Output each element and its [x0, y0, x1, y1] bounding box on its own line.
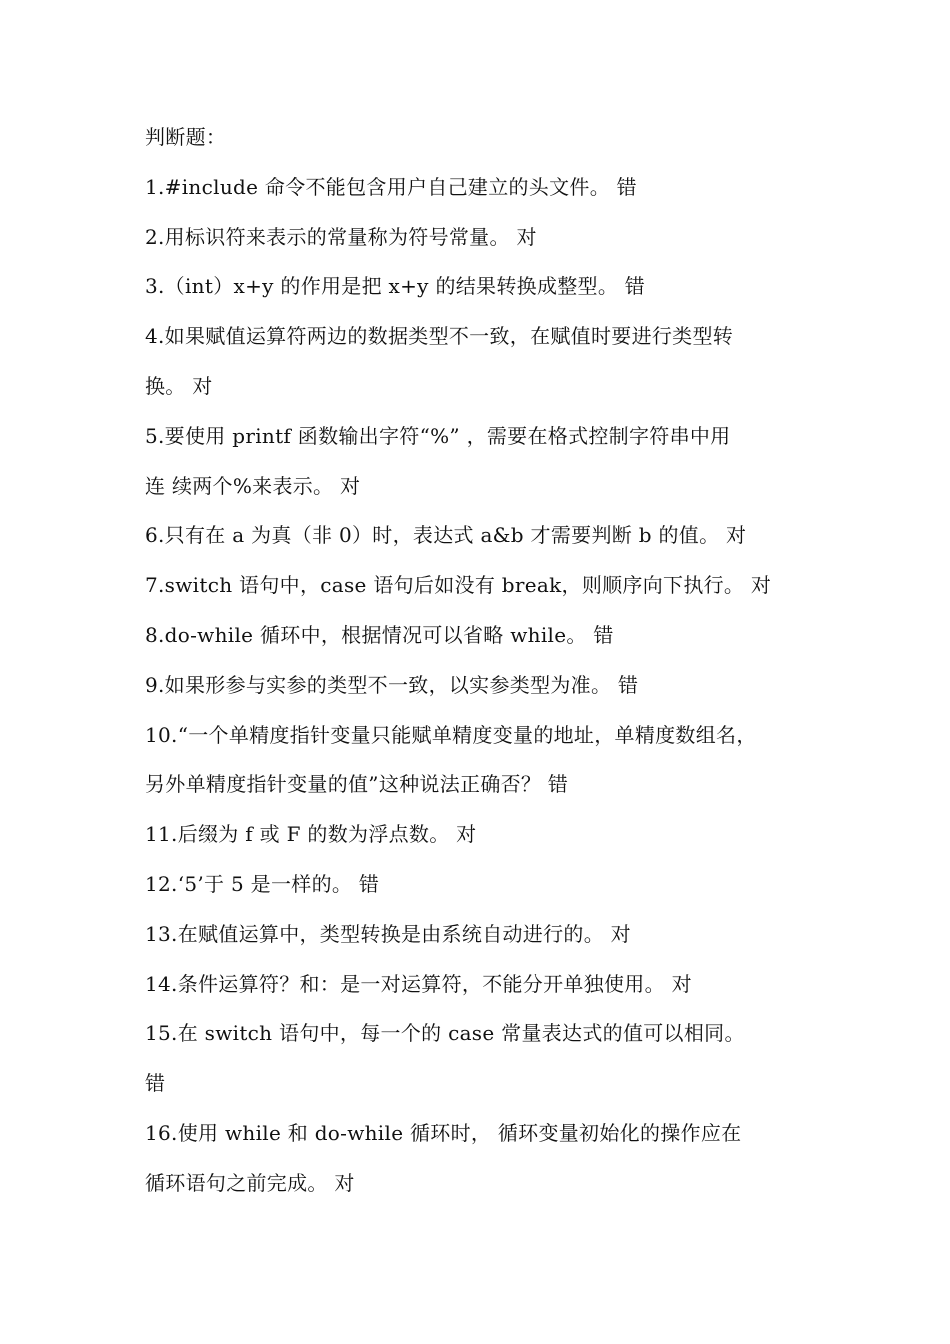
question-2: 2.用标识符来表示的常量称为符号常量。 对	[145, 224, 537, 249]
question-16-line-2: 循环语句之前完成。 对	[145, 1170, 355, 1195]
question-10-line-1: 10.“一个单精度指针变量只能赋单精度变量的地址，单精度数组名，	[145, 722, 757, 747]
question-7: 7.switch 语句中，case 语句后如没有 break，则顺序向下执行。 对	[145, 573, 772, 598]
question-5-line-1: 5.要使用 printf 函数输出字符“%” ，需要在格式控制字符串中用	[145, 423, 731, 448]
question-10-line-2: 另外单精度指针变量的值”这种说法正确否？ 错	[145, 772, 569, 797]
question-3: 3.（int）x+y 的作用是把 x+y 的结果转换成整型。 错	[145, 274, 646, 299]
section-heading: 判断题：	[145, 125, 227, 149]
question-1: 1.#include 命令不能包含用户自己建立的头文件。 错	[145, 174, 637, 199]
question-4-line-1: 4.如果赋值运算符两边的数据类型不一致，在赋值时要进行类型转	[145, 324, 734, 349]
question-15-line-1: 15.在 switch 语句中，每一个的 case 常量表达式的值可以相同。	[145, 1021, 745, 1046]
question-11: 11.后缀为 f 或 F 的数为浮点数。 对	[145, 822, 477, 847]
question-15-line-2: 错	[145, 1071, 166, 1096]
question-14: 14.条件运算符？和：是一对运算符，不能分开单独使用。 对	[145, 971, 692, 996]
question-8: 8.do-while 循环中，根据情况可以省略 while。 错	[145, 622, 614, 647]
question-6: 6.只有在 a 为真（非 0）时，表达式 a&b 才需要判断 b 的值。 对	[145, 523, 747, 548]
question-12: 12.‘5’于 5 是一样的。 错	[145, 871, 380, 896]
question-9: 9.如果形参与实参的类型不一致，以实参类型为准。 错	[145, 672, 639, 697]
document-body	[145, 113, 815, 1209]
question-16-line-1: 16.使用 while 和 do-while 循环时， 循环变量初始化的操作应在	[145, 1120, 742, 1145]
question-4-line-2: 换。 对	[145, 373, 213, 398]
question-5-line-2: 连 续两个%来表示。 对	[145, 473, 361, 498]
question-13: 13.在赋值运算中，类型转换是由系统自动进行的。 对	[145, 921, 631, 946]
